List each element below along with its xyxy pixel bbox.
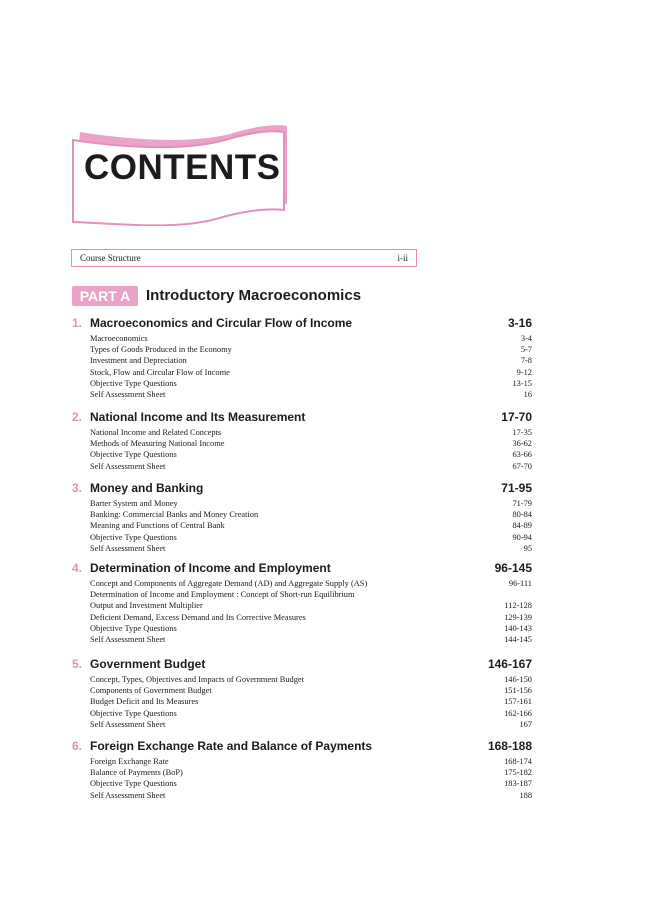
topic-pages: 144-145 [504,634,532,644]
topic-pages: 67-70 [512,461,532,471]
topic-row[interactable] [72,333,532,344]
chapter-title: Determination of Income and Employment [90,561,331,575]
topic-title: National Income and Related Concepts [90,428,222,437]
topic-pages: 84-89 [512,521,532,531]
chapter-heading[interactable] [72,480,532,496]
topic-pages: 162-166 [504,708,532,718]
topic-pages: 95 [523,543,532,553]
topic-row[interactable] [72,344,532,355]
chapter-pages: 96-145 [494,561,532,575]
chapter-pages: 17-70 [501,410,532,424]
topic-title: Stock, Flow and Circular Flow of Income [90,367,230,377]
topic-title: Objective Type Questions [90,450,177,460]
topic-title: Barter System and Money [90,499,178,508]
topic-title: Balance of Payments (BoP) [90,768,183,778]
chapter-number: 1. [72,316,83,330]
topic-row[interactable] [72,498,532,509]
topic-row[interactable] [72,634,532,645]
topic-list [72,498,532,554]
topic-list [72,756,532,801]
topic-row[interactable] [72,719,532,730]
chapter-pages: 71-95 [501,481,532,495]
topic-title: Deficient Demand, Excess Demand and Its Corrective Measures [90,612,306,622]
topic-pages: 188 [519,790,532,800]
topic-pages: 36-62 [512,439,532,449]
topic-pages: 17-35 [512,428,532,437]
topic-title: Concept, Types, Objectives and Impacts of Government Budget [90,675,304,684]
course-structure-pages: i-ii [397,253,408,263]
topic-row[interactable] [72,520,532,531]
topic-row[interactable] [72,790,532,801]
topic-title: Foreign Exchange Rate [90,757,169,766]
topic-row[interactable] [72,600,532,611]
topic-row[interactable] [72,578,532,589]
contents-banner [70,118,290,226]
topic-title: Objective Type Questions [90,378,177,388]
chapter-pages: 168-188 [487,739,532,753]
topic-row[interactable] [72,778,532,789]
topic-row[interactable] [72,438,532,449]
topic-pages: 175-182 [504,768,532,778]
chapter-pages: 3-16 [507,316,532,330]
topic-row[interactable] [72,367,532,378]
topic-title: Objective Type Questions [90,708,177,718]
topic-row[interactable] [72,696,532,707]
chapter-1 [72,315,532,400]
topic-title: Objective Type Questions [90,532,177,542]
chapter-heading[interactable] [72,560,532,576]
part-title: Introductory Macroeconomics [146,287,362,304]
topic-title: Objective Type Questions [90,623,177,633]
topic-title: Types of Goods Produced in the Economy [90,345,232,355]
topic-pages: 157-161 [504,697,532,707]
chapter-title: Money and Banking [90,481,204,495]
topic-title: Determination of Income and Employment : Concept of Short-run Equilibrium [90,590,355,600]
chapter-4 [72,560,532,645]
chapter-5 [72,656,532,730]
topic-row[interactable] [72,543,532,554]
topic-title: Self Assessment Sheet [90,543,166,553]
topic-row[interactable] [72,427,532,438]
topic-title: Self Assessment Sheet [90,389,166,399]
topic-title: Meaning and Functions of Central Bank [90,521,225,531]
chapter-heading[interactable] [72,315,532,331]
topic-pages: 151-156 [504,686,532,696]
topic-pages: 96-111 [508,579,532,588]
topic-pages: 13-15 [512,378,532,388]
topic-pages: 3-4 [520,334,532,343]
topic-pages: 140-143 [504,623,532,633]
topic-title: Objective Type Questions [90,779,177,789]
chapter-heading[interactable] [72,656,532,672]
topic-row[interactable] [72,708,532,719]
chapter-heading[interactable] [72,409,532,425]
topic-pages: 9-12 [516,367,532,377]
part-tag: PART A [72,286,138,306]
topic-title: Output and Investment Multiplier [90,601,203,611]
topic-pages: 168-174 [504,757,532,766]
chapter-title: Foreign Exchange Rate and Balance of Payments [90,739,373,753]
topic-row[interactable] [72,767,532,778]
topic-title: Self Assessment Sheet [90,634,166,644]
topic-pages: 112-128 [504,601,532,611]
topic-pages: 71-79 [512,499,532,508]
topic-pages: 146-150 [504,675,532,684]
topic-title: Concept and Components of Aggregate Demand (AD) and Aggregate Supply (AS) [90,579,368,588]
topic-row[interactable] [72,756,532,767]
topic-list [72,578,532,645]
topic-row[interactable] [72,674,532,685]
chapter-3 [72,480,532,554]
chapter-title: National Income and Its Measurement [90,410,306,424]
topic-pages: 80-84 [512,510,532,520]
topic-pages: 90-94 [512,532,532,542]
topic-pages: 7-8 [520,356,532,366]
chapter-number: 5. [72,657,83,671]
topic-list [72,674,532,730]
course-structure-label: Course Structure [80,253,141,263]
topic-row[interactable] [72,685,532,696]
topic-row[interactable] [72,509,532,520]
topic-pages: 5-7 [520,345,532,355]
chapter-number: 4. [72,561,83,575]
topic-row[interactable] [72,461,532,472]
topic-row[interactable] [72,612,532,623]
topic-list [72,333,532,400]
topic-title: Self Assessment Sheet [90,790,166,800]
topic-title: Investment and Depreciation [90,356,187,366]
topic-title: Components of Government Budget [90,686,212,696]
topic-row[interactable] [72,378,532,389]
topic-title: Budget Deficit and Its Measures [90,697,199,707]
topic-title: Macroeconomics [90,334,148,343]
topic-pages: 129-139 [504,612,532,622]
chapter-title: Government Budget [90,657,206,671]
chapter-6 [72,738,532,801]
topic-row[interactable] [72,449,532,460]
topic-title: Banking: Commercial Banks and Money Creation [90,510,259,520]
chapter-number: 2. [72,410,83,424]
topic-pages: 63-66 [512,450,532,460]
topic-pages: 183-187 [504,779,532,789]
topic-row[interactable] [72,355,532,366]
topic-row[interactable] [72,389,532,400]
topic-pages: 16 [523,389,532,399]
topic-list [72,427,532,472]
course-structure-row[interactable] [71,249,417,267]
page-title: CONTENTS [84,148,281,187]
chapter-pages: 146-167 [487,657,532,671]
topic-title: Self Assessment Sheet [90,461,166,471]
chapter-2 [72,409,532,472]
chapter-number: 3. [72,481,83,495]
topic-row[interactable] [72,623,532,634]
topic-title: Methods of Measuring National Income [90,439,225,449]
chapter-heading[interactable] [72,738,532,754]
topic-row[interactable] [72,589,532,600]
chapter-title: Macroeconomics and Circular Flow of Income [90,316,353,330]
topic-pages: 167 [519,719,532,729]
topic-row[interactable] [72,532,532,543]
chapter-number: 6. [72,739,83,753]
topic-title: Self Assessment Sheet [90,719,166,729]
